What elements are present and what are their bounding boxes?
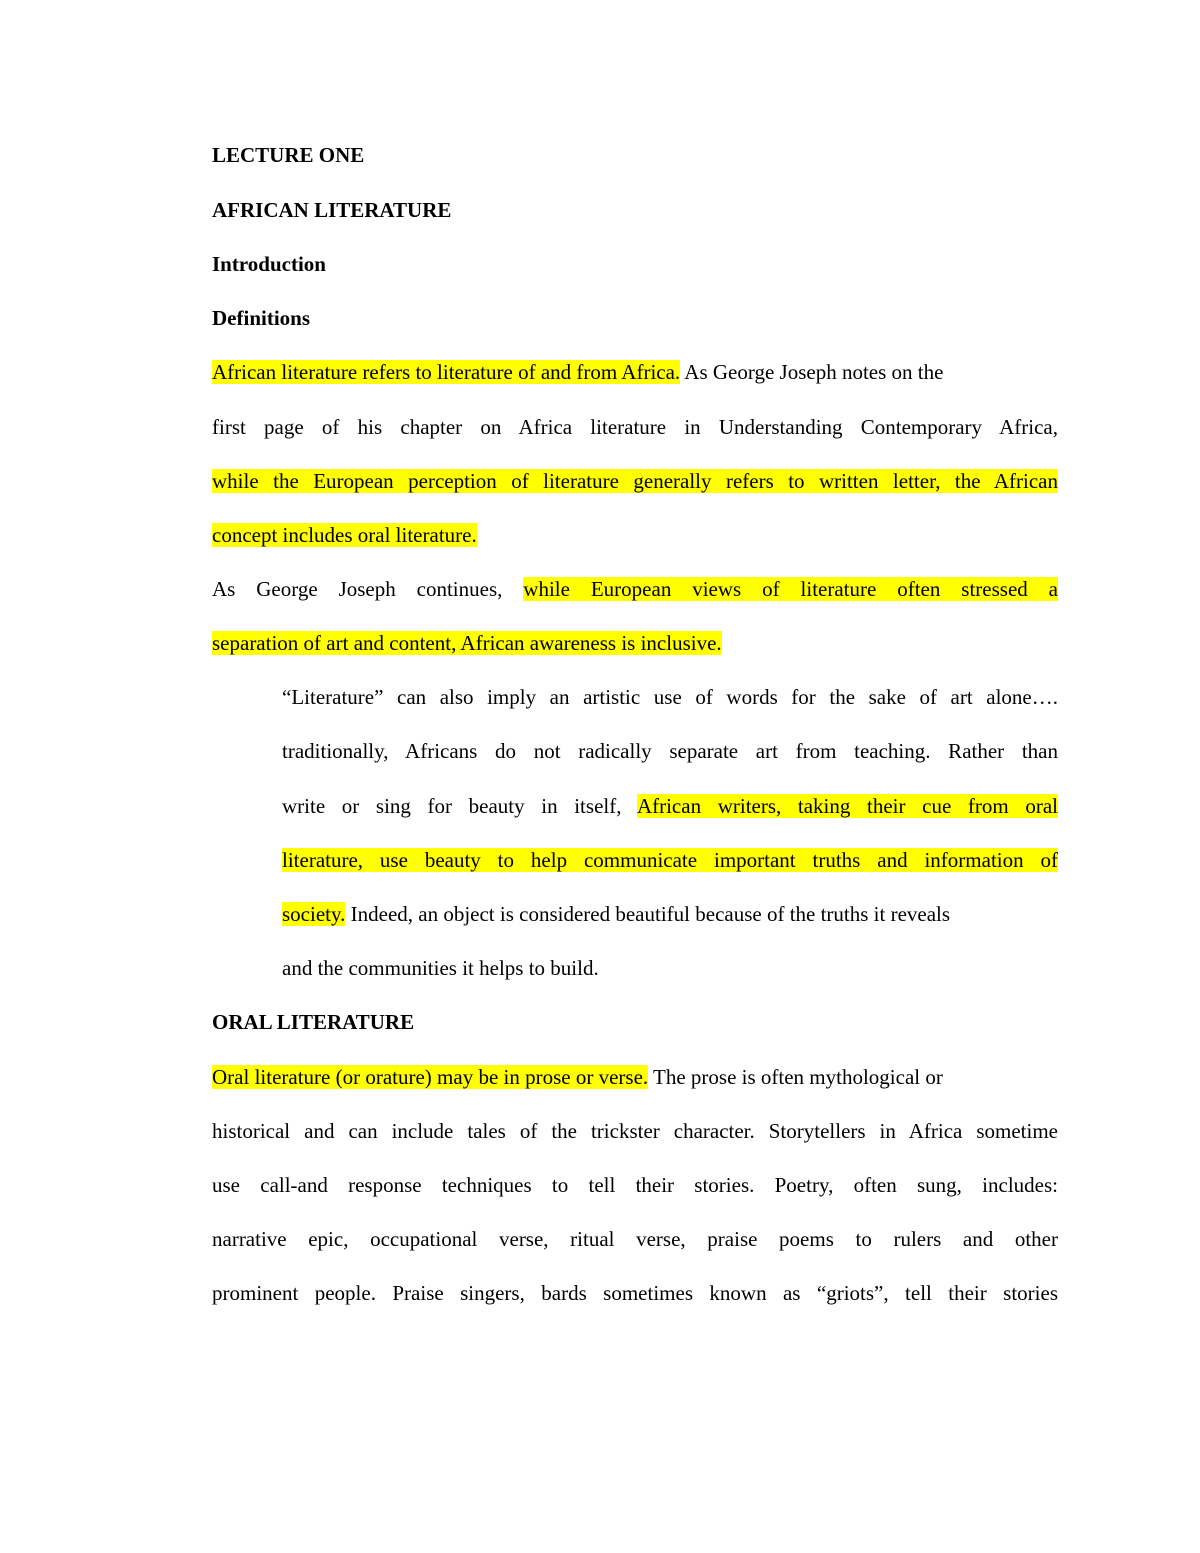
definitions-line-2: first page of his chapter on Africa literature in Understanding Contemporary Africa, — [212, 415, 1058, 439]
quote-line-3 — [282, 793, 1058, 819]
quote-line-6: and the communities it helps to build. — [282, 956, 599, 980]
subject-title: AFRICAN LITERATURE — [212, 198, 452, 222]
quote-line-2: traditionally, Africans do not radically separate art from teaching. Rather than — [282, 739, 1058, 763]
oral-line-5: prominent people. Praise singers, bards sometimes known as “griots”, tell their stories — [212, 1281, 1058, 1305]
highlighted-text: Oral literature (or orature) may be in prose or verse. — [212, 1065, 649, 1089]
oral-line-4: narrative epic, occupational verse, ritual verse, praise poems to rulers and other — [212, 1227, 1058, 1251]
highlighted-text: while European views of literature often stressed a — [523, 577, 1058, 601]
highlighted-text: concept includes oral literature. — [212, 523, 477, 547]
body-text: The prose is often mythological or — [648, 1065, 943, 1089]
highlighted-text: African writers, taking their cue from oral — [636, 794, 1058, 818]
definitions-line-4 — [212, 522, 1058, 548]
lecture-title: LECTURE ONE — [212, 143, 365, 167]
highlighted-text: society. — [282, 902, 346, 926]
oral-line-3: use call-and response techniques to tell their stories. Poetry, often sung, includes: — [212, 1173, 1058, 1197]
definitions-line-1 — [212, 359, 1058, 385]
section-heading-definitions: Definitions — [212, 306, 311, 330]
quote-line-4 — [282, 847, 1058, 873]
definitions-line-3 — [212, 468, 1058, 494]
joseph-line-2 — [212, 630, 1058, 656]
body-text: write or sing for beauty in itself, — [282, 794, 637, 818]
quote-line-1: “Literature” can also imply an artistic use of words for the sake of art alone…. — [282, 685, 1058, 709]
quote-line-5 — [282, 901, 1058, 927]
oral-line-1 — [212, 1064, 1058, 1090]
highlighted-text: separation of art and content, African awareness is inclusive. — [212, 631, 722, 655]
section-heading-oral-literature: ORAL LITERATURE — [212, 1010, 415, 1034]
oral-line-2: historical and can include tales of the trickster character. Storytellers in Africa sometime — [212, 1119, 1058, 1143]
body-text: Indeed, an object is considered beautiful because of the truths it reveals — [345, 902, 951, 926]
body-text: As George Joseph notes on the — [680, 360, 944, 384]
body-text: As George Joseph continues, — [212, 577, 524, 601]
highlighted-text: African literature refers to literature of and from Africa. — [212, 360, 681, 384]
joseph-line-1 — [212, 576, 1058, 602]
highlighted-text: literature, use beauty to help communicate important truths and information of — [282, 848, 1058, 872]
section-heading-introduction: Introduction — [212, 252, 326, 276]
highlighted-text: while the European perception of literature generally refers to written letter, the African — [212, 469, 1058, 493]
